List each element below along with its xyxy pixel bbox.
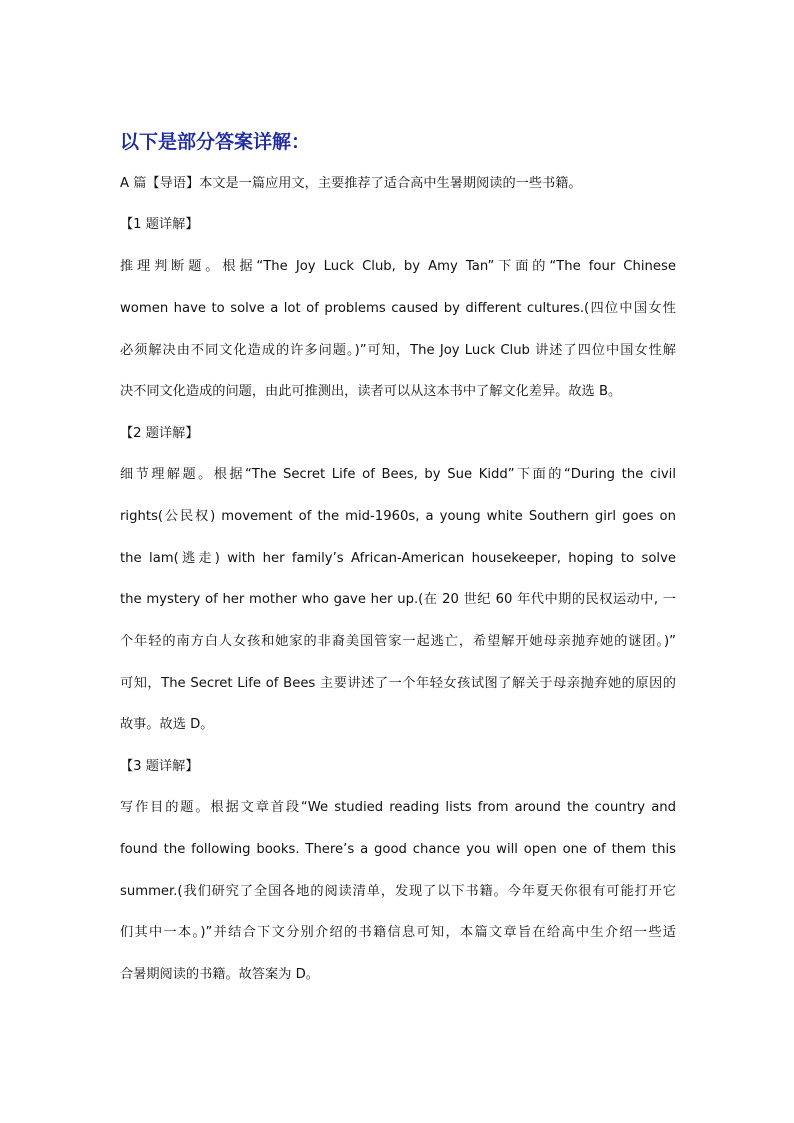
q3-text-line-5: 合暑期阅读的书籍。故答案为 D。 — [120, 967, 319, 982]
q2-text-line-7: 故事。故选 D。 — [120, 717, 214, 732]
q2-text-line-4: the mystery of her mother who gave her up.(在 20 世纪 60 年代中期的民权运动中, 一 — [120, 592, 676, 607]
q1-text-line-3: 必须解决由不同文化造成的许多问题。)”可知，The Joy Luck Club 讲述了四位中国女性解 — [120, 343, 676, 358]
q3-text-line-4: 们其中一本。)”并结合下文分别介绍的书籍信息可知，本篇文章旨在给高中生介绍一些适 — [120, 925, 676, 940]
q1-text-line-4: 决不同文化造成的问题，由此可推测出，读者可以从这本书中了解文化差异。故选 B。 — [120, 384, 622, 399]
q2-text-line-6: 可知，The Secret Life of Bees 主要讲述了一个年轻女孩试图了解关于母亲抛弃她的原因的 — [120, 676, 676, 691]
q3-text-line-1: 写作目的题。根据文章首段“We studied reading lists from around the country and — [120, 800, 676, 815]
section-heading: 以下是部分答案详解： — [120, 131, 311, 153]
q3-label: 【3 题详解】 — [120, 759, 199, 774]
q2-text-line-5: 个年轻的南方白人女孩和她家的非裔美国管家一起逃亡，希望解开她母亲抛弃她的谜团。)” — [120, 634, 676, 649]
q2-text-line-2: rights(公民权) movement of the mid-1960s, a young white Southern girl goes on — [120, 509, 676, 524]
q3-text-line-2: found the following books. There’s a good chance you will open one of them this — [120, 842, 676, 857]
intro-line: A 篇【导语】本文是一篇应用文，主要推荐了适合高中生暑期阅读的一些书籍。 — [120, 176, 582, 191]
q1-text-line-2: women have to solve a lot of problems caused by different cultures.(四位中国女性 — [120, 301, 676, 316]
q2-label: 【2 题详解】 — [120, 426, 199, 441]
q2-text-line-3: the lam(逃走) with her family’s African-American housekeeper, hoping to solve — [120, 551, 676, 566]
q3-text-line-3: summer.(我们研究了全国各地的阅读清单，发现了以下书籍。今年夏天你很有可能打开它 — [120, 884, 676, 899]
q2-text-line-1: 细节理解题。根据“The Secret Life of Bees, by Sue Kidd”下面的“During the civil — [120, 467, 676, 482]
q1-label: 【1 题详解】 — [120, 217, 199, 232]
q1-text-line-1: 推理判断题。根据“The Joy Luck Club, by Amy Tan”下面的“The four Chinese — [120, 259, 676, 274]
